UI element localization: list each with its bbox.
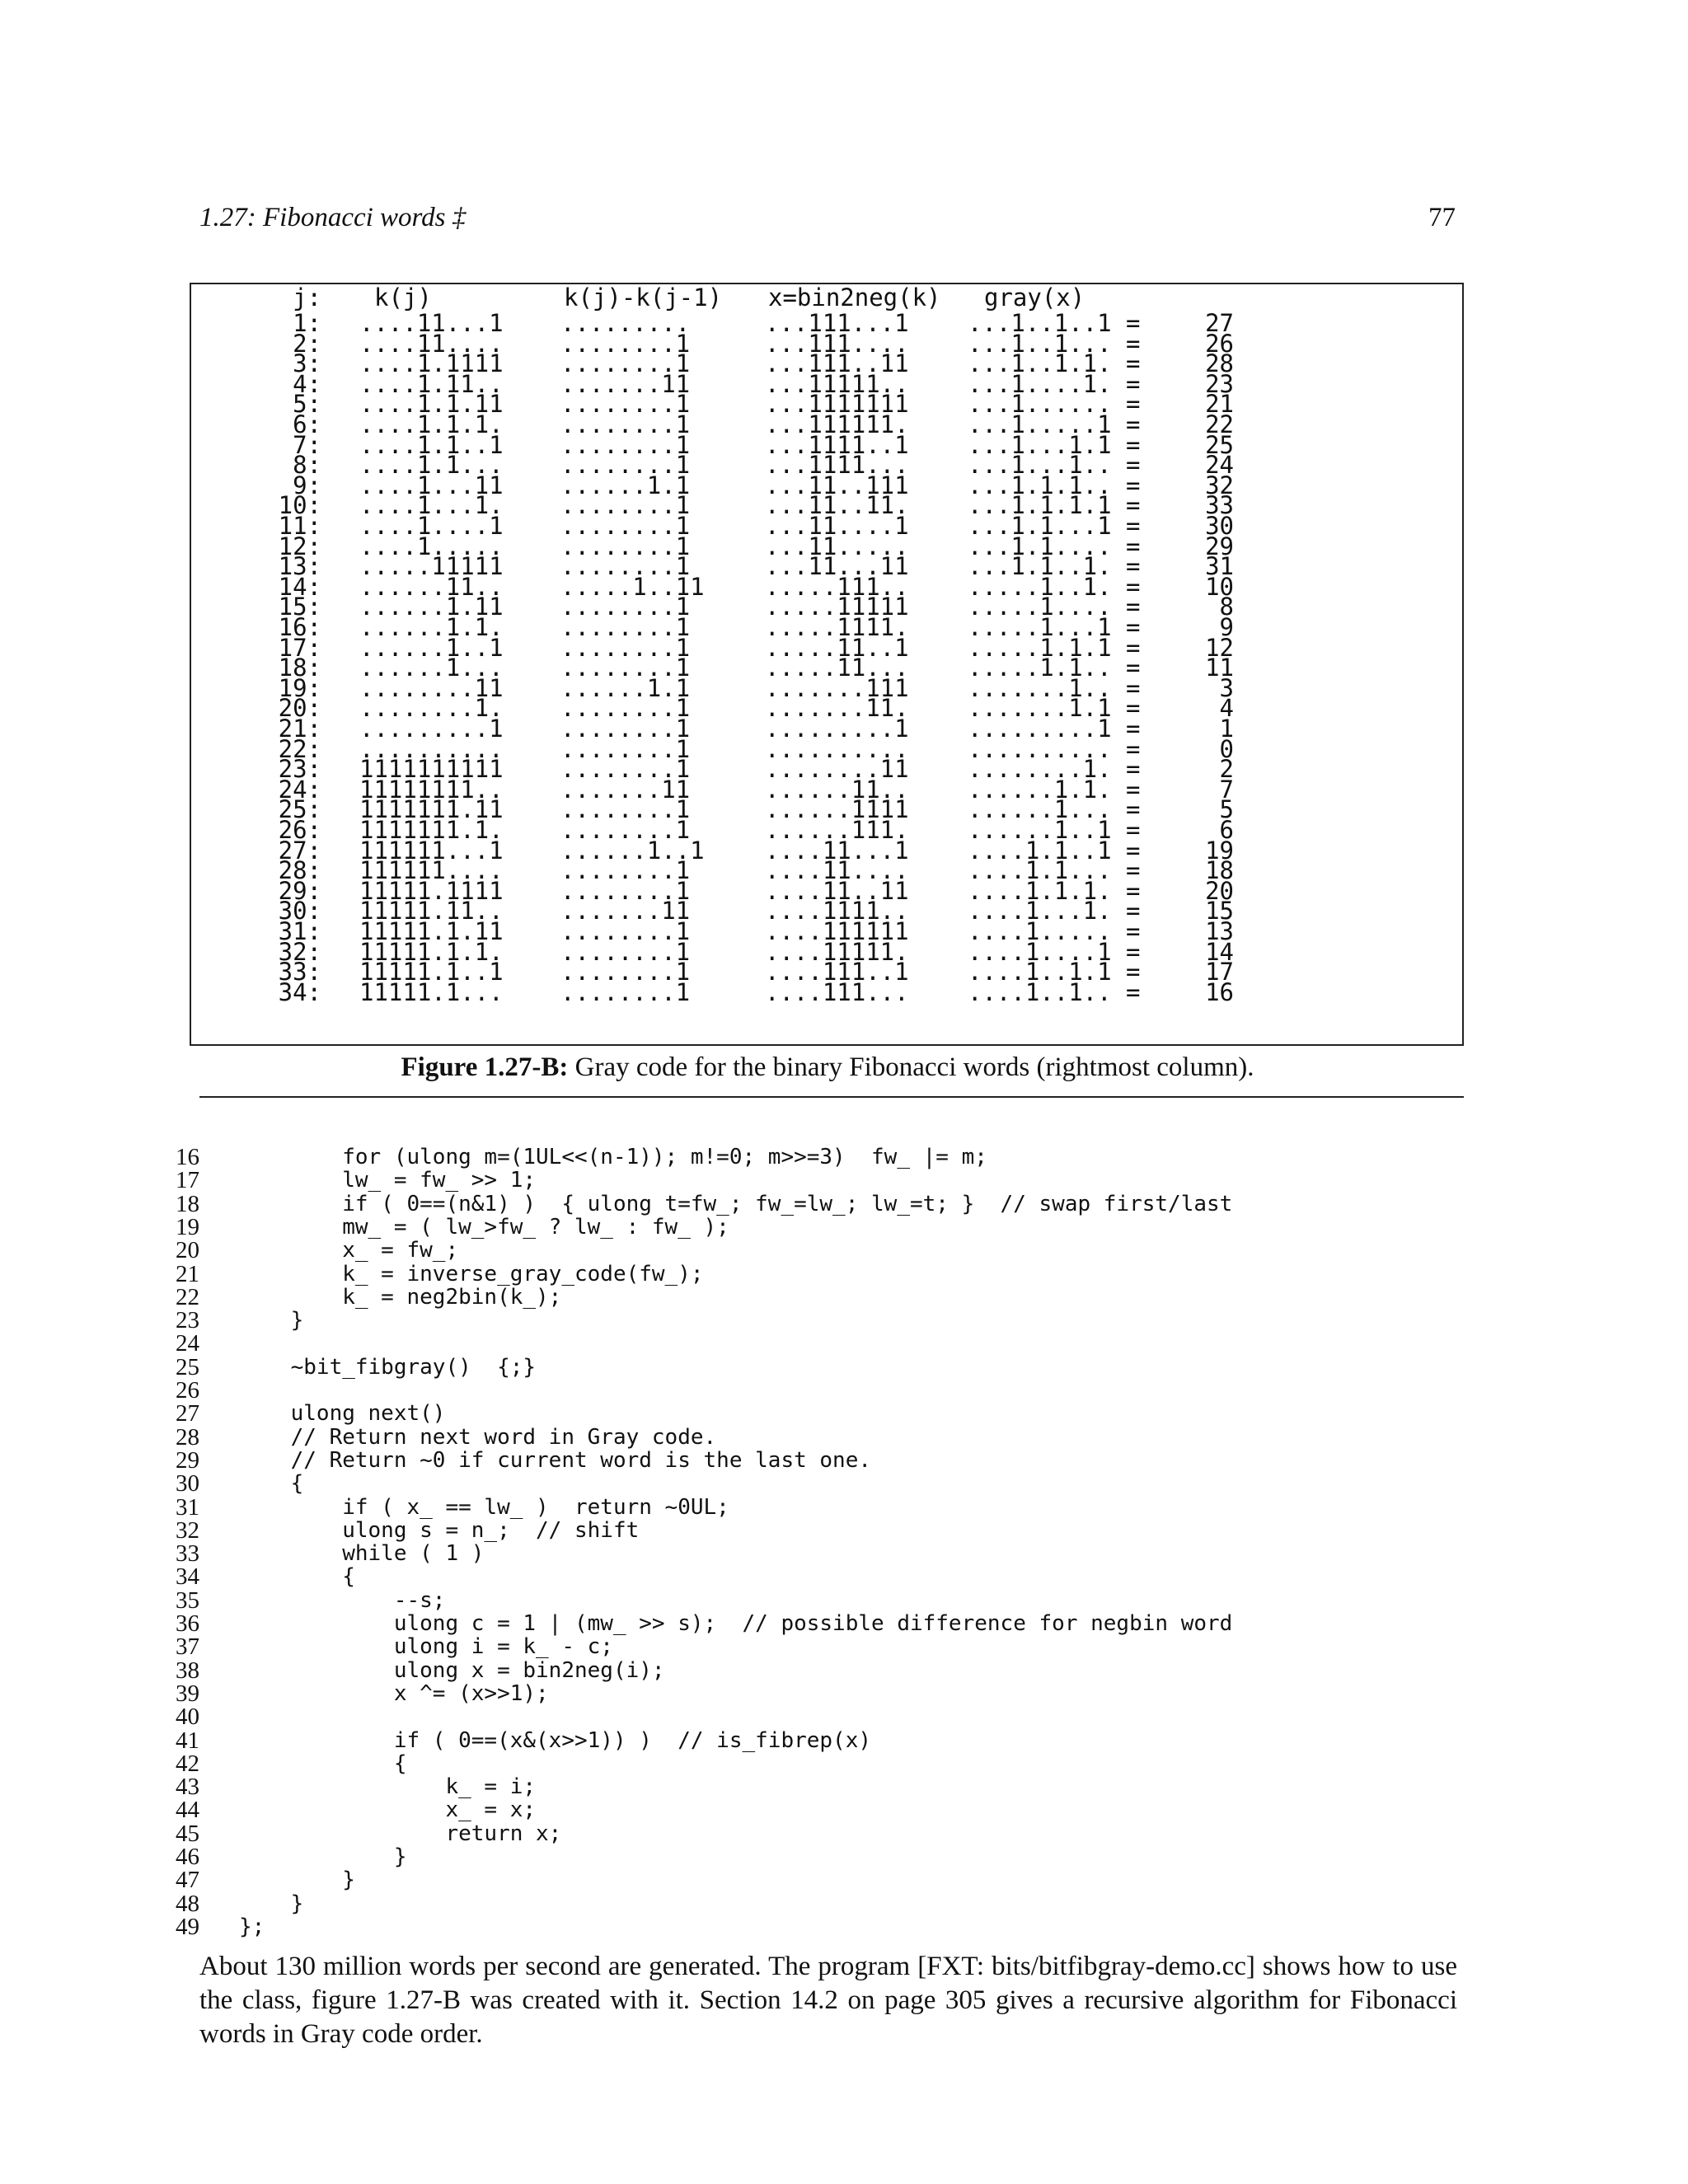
negbin-value: .....11..1 [765, 633, 909, 662]
decimal-value: 23 [1205, 369, 1234, 398]
line-number: 17 [176, 1167, 199, 1194]
gray-value: ...1...1.1 = [968, 430, 1141, 459]
code-text: if ( x_ == lw_ ) return ~0UL; [239, 1494, 729, 1520]
line-number: 20 [176, 1237, 199, 1264]
row-index: 27: [278, 836, 321, 865]
decimal-value: 0 [1219, 734, 1234, 763]
negbin-value: ....111..1 [765, 958, 909, 987]
decimal-value: 11 [1205, 654, 1234, 682]
k-value: ....1.1.11 [359, 390, 504, 419]
k-value: .....11111 [359, 552, 504, 581]
line-number: 32 [176, 1516, 199, 1544]
decimal-value: 24 [1205, 451, 1234, 480]
k-value: ....1.1..1 [359, 430, 504, 459]
negbin-value: .....111.. [765, 572, 909, 601]
negbin-value: .....1111. [765, 613, 909, 641]
decimal-value: 19 [1205, 836, 1234, 865]
k-difference: ........1 [560, 552, 691, 581]
k-value: 11111.1.1. [359, 937, 504, 966]
k-value: 1111111111 [359, 755, 504, 784]
decimal-value: 6 [1219, 816, 1234, 844]
k-value: ....1.1111 [359, 349, 504, 378]
k-difference: ......... [560, 309, 691, 337]
column-header: j: [293, 284, 321, 312]
decimal-value: 8 [1219, 593, 1234, 621]
gray-value: ....1.1.1. = [968, 876, 1141, 905]
decimal-value: 10 [1205, 572, 1234, 601]
code-text: lw_ = fw_ >> 1; [239, 1168, 537, 1193]
negbin-value: ......1111 [765, 795, 909, 824]
k-difference: ........1 [560, 694, 691, 723]
negbin-value: ...1111... [765, 451, 909, 480]
code-text: --s; [239, 1587, 446, 1613]
k-difference: ........1 [560, 633, 691, 662]
code-text: while ( 1 ) [239, 1541, 485, 1567]
decimal-value: 9 [1219, 613, 1234, 641]
k-difference: ........1 [560, 613, 691, 641]
k-difference: ........1 [560, 654, 691, 682]
line-number: 38 [176, 1657, 199, 1684]
code-text: x_ = x; [239, 1797, 537, 1823]
gray-value: ...1...1.. = [968, 451, 1141, 480]
row-index: 13: [278, 552, 321, 581]
negbin-value: .........1 [765, 715, 909, 743]
code-text: k_ = i; [239, 1774, 537, 1800]
negbin-value: ....11..11 [765, 876, 909, 905]
gray-value: ...1.1..1. = [968, 552, 1141, 581]
page-number: 77 [1428, 203, 1456, 232]
gray-value: .....1..1. = [968, 572, 1141, 601]
k-difference: ........1 [560, 390, 691, 419]
k-difference: .....1..11 [560, 572, 705, 601]
k-difference: ........1 [560, 958, 691, 987]
line-number: 24 [176, 1330, 199, 1357]
decimal-value: 21 [1205, 390, 1234, 419]
k-value: ......11.. [359, 572, 504, 601]
k-difference: ........1 [560, 876, 691, 905]
k-value: ........11 [359, 673, 504, 702]
negbin-value: ........11 [765, 755, 909, 784]
k-value: ....1...11 [359, 471, 504, 499]
k-difference: .......11 [560, 369, 691, 398]
negbin-value: ....1111.. [765, 897, 909, 926]
gray-value: ...1..1.1. = [968, 349, 1141, 378]
k-value: .......... [359, 734, 504, 763]
k-value: ....11.... [359, 329, 504, 358]
line-number: 22 [176, 1283, 199, 1310]
line-number: 41 [176, 1727, 199, 1754]
row-index: 26: [278, 816, 321, 844]
negbin-value: .......... [765, 734, 909, 763]
line-number: 39 [176, 1680, 199, 1707]
k-difference: ........1 [560, 977, 691, 1006]
code-text: }; [239, 1914, 265, 1939]
gray-value: ...1....1. = [968, 369, 1141, 398]
code-text: { [239, 1564, 355, 1590]
row-index: 19: [278, 673, 321, 702]
decimal-value: 32 [1205, 471, 1234, 499]
line-number: 37 [176, 1633, 199, 1661]
negbin-value: ...11....1 [765, 512, 909, 540]
line-number: 26 [176, 1377, 199, 1404]
row-index: 3: [293, 349, 321, 378]
caption-rule [199, 1096, 1464, 1098]
gray-value: ....1...1. = [968, 897, 1141, 926]
negbin-value: ....111111 [765, 917, 909, 945]
decimal-value: 13 [1205, 917, 1234, 945]
k-difference: ........1 [560, 430, 691, 459]
k-value: ......1.11 [359, 593, 504, 621]
gray-value: ....1....1 = [968, 937, 1141, 966]
row-index: 29: [278, 876, 321, 905]
negbin-value: ...111...1 [765, 309, 909, 337]
code-text: x ^= (x>>1); [239, 1680, 549, 1706]
gray-value: ......1.1. = [968, 775, 1141, 804]
code-text: if ( 0==(n&1) ) { ulong t=fw_; fw_=lw_; lw_=t; } // swap first/last [239, 1191, 1233, 1216]
code-text: for (ulong m=(1UL<<(n-1)); m!=0; m>>=3) fw_ |= m; [239, 1145, 987, 1169]
decimal-value: 1 [1219, 715, 1234, 743]
k-difference: .......11 [560, 897, 691, 926]
line-number: 46 [176, 1844, 199, 1870]
decimal-value: 3 [1219, 673, 1234, 702]
negbin-value: ......111. [765, 816, 909, 844]
decimal-value: 29 [1205, 532, 1234, 560]
row-index: 23: [278, 755, 321, 784]
code-text: } [239, 1844, 407, 1869]
k-difference: ......1.1 [560, 471, 691, 499]
row-index: 6: [293, 410, 321, 438]
k-difference: .......11 [560, 775, 691, 804]
decimal-value: 17 [1205, 958, 1234, 987]
k-difference: ........1 [560, 349, 691, 378]
line-number: 18 [176, 1190, 199, 1217]
figure-frame [190, 283, 1464, 1046]
negbin-value: .....11111 [765, 593, 909, 621]
k-value: 11111.1..1 [359, 958, 504, 987]
negbin-value: ...11..111 [765, 471, 909, 499]
decimal-value: 26 [1205, 329, 1234, 358]
decimal-value: 27 [1205, 309, 1234, 337]
line-number: 31 [176, 1493, 199, 1521]
k-difference: ........1 [560, 491, 691, 520]
decimal-value: 5 [1219, 795, 1234, 824]
line-number: 33 [176, 1540, 199, 1568]
k-difference: ........1 [560, 917, 691, 945]
row-index: 30: [278, 897, 321, 926]
gray-value: ....1.1..1 = [968, 836, 1141, 865]
column-header: k(j)-k(j-1) [564, 284, 723, 312]
row-index: 9: [293, 471, 321, 499]
code-text: } [239, 1308, 304, 1333]
gray-value: ...1.....1 = [968, 410, 1141, 438]
k-value: 11111.1111 [359, 876, 504, 905]
line-number: 35 [176, 1586, 199, 1614]
line-number: 43 [176, 1774, 199, 1801]
k-value: ....1..... [359, 532, 504, 560]
k-value: ....1.1.1. [359, 410, 504, 438]
code-text: // Return ~0 if current word is the last one. [239, 1447, 872, 1473]
k-difference: ......1.1 [560, 673, 691, 702]
line-number: 23 [176, 1307, 199, 1334]
k-value: 111111...1 [359, 836, 504, 865]
negbin-value: ...11..... [765, 532, 909, 560]
k-value: 111111.... [359, 856, 504, 885]
column-header: x=bin2neg(k) [768, 284, 941, 312]
negbin-value: .......111 [765, 673, 909, 702]
k-difference: ........1 [560, 816, 691, 844]
code-text: return x; [239, 1821, 562, 1846]
code-text: ulong c = 1 | (mw_ >> s); // possible difference for negbin word [239, 1611, 1233, 1636]
decimal-value: 4 [1219, 694, 1234, 723]
decimal-value: 28 [1205, 349, 1234, 378]
negbin-value: ...111.... [765, 329, 909, 358]
decimal-value: 7 [1219, 775, 1234, 804]
row-index: 17: [278, 633, 321, 662]
k-value: 11111.1.11 [359, 917, 504, 945]
row-index: 1: [293, 309, 321, 337]
k-difference: ........1 [560, 795, 691, 824]
code-text: { [239, 1750, 407, 1776]
row-index: 21: [278, 715, 321, 743]
row-index: 8: [293, 451, 321, 480]
line-number: 30 [176, 1470, 199, 1497]
decimal-value: 20 [1205, 876, 1234, 905]
decimal-value: 15 [1205, 897, 1234, 926]
k-value: 11111.1... [359, 977, 504, 1006]
negbin-value: ...11..11. [765, 491, 909, 520]
row-index: 24: [278, 775, 321, 804]
k-value: 11111.11.. [359, 897, 504, 926]
gray-value: ...1.1.1.1 = [968, 491, 1141, 520]
row-index: 16: [278, 613, 321, 641]
row-index: 12: [278, 532, 321, 560]
negbin-value: ...1111..1 [765, 430, 909, 459]
gray-value: .......1.. = [968, 673, 1141, 702]
code-text: k_ = neg2bin(k_); [239, 1284, 562, 1310]
k-value: ......1..1 [359, 633, 504, 662]
k-difference: ........1 [560, 451, 691, 480]
decimal-value: 30 [1205, 512, 1234, 540]
code-text: x_ = fw_; [239, 1238, 459, 1263]
decimal-value: 33 [1205, 491, 1234, 520]
gray-value: .......... = [968, 734, 1141, 763]
gray-value: .......1.1 = [968, 694, 1141, 723]
column-header: gray(x) [984, 284, 1085, 312]
k-difference: ........1 [560, 410, 691, 438]
code-text: ~bit_fibgray() {;} [239, 1354, 537, 1380]
gray-value: .....1.... = [968, 593, 1141, 621]
code-text: if ( 0==(x&(x>>1)) ) // is_fibrep(x) [239, 1727, 872, 1753]
k-value: .........1 [359, 715, 504, 743]
k-value: ........1. [359, 694, 504, 723]
k-value: 1111111.11 [359, 795, 504, 824]
row-index: 22: [278, 734, 321, 763]
gray-value: ....1..1.. = [968, 977, 1141, 1006]
k-difference: ........1 [560, 715, 691, 743]
decimal-value: 16 [1205, 977, 1234, 1006]
gray-value: ....1..1.1 = [968, 958, 1141, 987]
decimal-value: 14 [1205, 937, 1234, 966]
row-index: 34: [278, 977, 321, 1006]
line-number: 27 [176, 1400, 199, 1427]
k-difference: ......1..1 [560, 836, 705, 865]
k-value: ......1.1. [359, 613, 504, 641]
row-index: 33: [278, 958, 321, 987]
negbin-value: ...11...11 [765, 552, 909, 581]
k-difference: ........1 [560, 532, 691, 560]
column-header: k(j) [374, 284, 432, 312]
k-value: ....1.11.. [359, 369, 504, 398]
k-value: ....1...1. [359, 491, 504, 520]
negbin-value: ...1111111 [765, 390, 909, 419]
k-value: 11111111.. [359, 775, 504, 804]
k-difference: ........1 [560, 937, 691, 966]
row-index: 31: [278, 917, 321, 945]
k-difference: ........1 [560, 593, 691, 621]
code-text: ulong i = k_ - c; [239, 1634, 613, 1660]
code-text: k_ = inverse_gray_code(fw_); [239, 1261, 704, 1286]
line-number: 42 [176, 1750, 199, 1777]
caption-text: Gray code for the binary Fibonacci words (rightmost column). [568, 1052, 1254, 1082]
negbin-value: ....11.... [765, 856, 909, 885]
k-value: ....1.1... [359, 451, 504, 480]
body-paragraph: About 130 million words per second are generated. The program [FXT: bits/bitfibgray-demo.cc] shows how to use the class, figure 1.27-B was created with it. Section 14.2 on page 305 gives a recursive algorithm for Fibonacci words in Gray code order. [199, 1952, 1457, 2049]
code-text: { [239, 1471, 304, 1497]
line-number: 21 [176, 1260, 199, 1287]
row-index: 10: [278, 491, 321, 520]
gray-value: .....1.1.1 = [968, 633, 1141, 662]
negbin-value: ......11.. [765, 775, 909, 804]
figure-caption [199, 1050, 1456, 1085]
gray-value: .....1...1 = [968, 613, 1141, 641]
negbin-value: .......11. [765, 694, 909, 723]
gray-value: ...1...... = [968, 390, 1141, 419]
decimal-value: 25 [1205, 430, 1234, 459]
negbin-value: ...111111. [765, 410, 909, 438]
k-difference: ........1 [560, 512, 691, 540]
decimal-value: 12 [1205, 633, 1234, 662]
row-index: 20: [278, 694, 321, 723]
row-index: 4: [293, 369, 321, 398]
line-number: 34 [176, 1563, 199, 1591]
caption-label: Figure 1.27-B: [401, 1052, 569, 1082]
code-text: ulong s = n_; // shift [239, 1517, 640, 1543]
decimal-value: 22 [1205, 410, 1234, 438]
code-text: mw_ = ( lw_>fw_ ? lw_ : fw_ ); [239, 1214, 729, 1240]
decimal-value: 31 [1205, 552, 1234, 581]
line-number: 44 [176, 1797, 199, 1824]
negbin-value: ....11...1 [765, 836, 909, 865]
code-text: } [239, 1868, 355, 1893]
gray-value: ...1..1..1 = [968, 309, 1141, 337]
negbin-value: ....111... [765, 977, 909, 1006]
row-index: 11: [278, 512, 321, 540]
gray-value: ...1.1...1 = [968, 512, 1141, 540]
code-text: // Return next word in Gray code. [239, 1424, 717, 1450]
negbin-value: ...11111.. [765, 369, 909, 398]
negbin-value: ...111..11 [765, 349, 909, 378]
gray-value: ...1.1.... = [968, 532, 1141, 560]
row-index: 28: [278, 856, 321, 885]
row-index: 14: [278, 572, 321, 601]
row-index: 2: [293, 329, 321, 358]
line-number: 29 [176, 1446, 199, 1474]
row-index: 7: [293, 430, 321, 459]
k-value: 1111111.1. [359, 816, 504, 844]
line-number: 49 [176, 1913, 199, 1940]
k-value: ....1....1 [359, 512, 504, 540]
k-value: ......1... [359, 654, 504, 682]
k-difference: ........1 [560, 329, 691, 358]
line-number: 47 [176, 1867, 199, 1894]
gray-value: .....1.1.. = [968, 654, 1141, 682]
line-number: 28 [176, 1423, 199, 1451]
line-number: 16 [176, 1144, 199, 1170]
line-number: 48 [176, 1890, 199, 1917]
gray-value: ......1... = [968, 795, 1141, 824]
row-index: 5: [293, 390, 321, 419]
row-index: 15: [278, 593, 321, 621]
line-number: 19 [176, 1213, 199, 1240]
gray-value: .........1 = [968, 715, 1141, 743]
row-index: 32: [278, 937, 321, 966]
line-number: 45 [176, 1820, 199, 1847]
decimal-value: 18 [1205, 856, 1234, 885]
negbin-value: .....11... [765, 654, 909, 682]
line-number: 25 [176, 1353, 199, 1380]
running-head: 1.27: Fibonacci words ‡ [199, 203, 467, 232]
k-difference: ........1 [560, 734, 691, 763]
gray-value: ....1..... = [968, 917, 1141, 945]
negbin-value: ....11111. [765, 937, 909, 966]
line-number: 36 [176, 1610, 199, 1637]
gray-value: ......1..1 = [968, 816, 1141, 844]
k-difference: ........1 [560, 755, 691, 784]
code-text: ulong x = bin2neg(i); [239, 1657, 665, 1683]
row-index: 18: [278, 654, 321, 682]
gray-value: ........1. = [968, 755, 1141, 784]
decimal-value: 2 [1219, 755, 1234, 784]
line-number: 40 [176, 1704, 199, 1731]
row-index: 25: [278, 795, 321, 824]
gray-value: ...1.1.1.. = [968, 471, 1141, 499]
k-value: ....11...1 [359, 309, 504, 337]
gray-value: ....1.1... = [968, 856, 1141, 885]
gray-value: ...1..1... = [968, 329, 1141, 358]
k-difference: ........1 [560, 856, 691, 885]
code-text: } [239, 1891, 304, 1916]
code-text: ulong next() [239, 1401, 446, 1427]
